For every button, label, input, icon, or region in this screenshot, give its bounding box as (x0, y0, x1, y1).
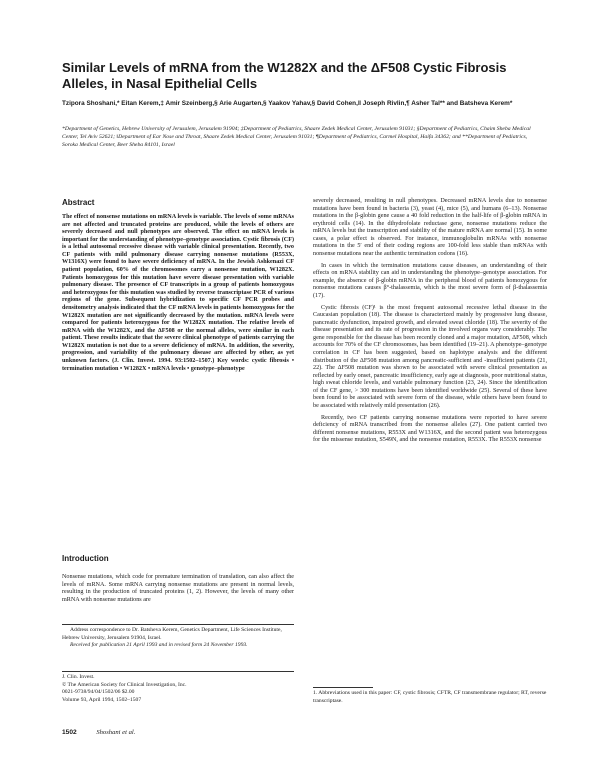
paragraph-cf-background: Cystic fibrosis (CF)¹ is the most frequent autosomal recessive lethal disease in the Caucasian population (18). The disease is characterized mainly by progressive lung disease, pancreatic dysfunction, impaired growth, and elevated sweat chloride (18). The severity of the disease presentation and its rate of progression in the involved organs vary considerably. The gene responsible for the disease has been recently cloned and a major mutation, ΔF508, which accounts for 70% of the CF chromosomes, has been identified (19–21). A phenotype–genotype correlation in CF has been suggested, based on haplotype analysis and the different distribution of the ΔF508 mutation among pancreatic-sufficient and -insufficient patients (21, 22). The ΔF508 mutation was shown to be associated with severe clinical presentation as reflected by early onset, pancreatic insufficiency, early age at diagnosis, poor nutritional status, high sweat chloride levels, and variable pulmonary function (23, 24). Since the identification of the CF gene, > 300 mutations have been identified worldwide (25). Several of these have been found to be associated with severe form of the disease, while others have been found to be associated with relatively mild presentation (26). (313, 304, 547, 410)
received-dates: Received for publication 21 April 1993 and in revised form 24 November 1993. (70, 642, 248, 649)
journal-name: J. Clin. Invest. (62, 674, 95, 680)
correspondence-address: Address correspondence to Dr. Batsheva Kerem, Genetics Department, Life Sciences Institute, Hebrew University, Jerusalem 91904, Israel. (62, 627, 282, 641)
journal-info (62, 674, 294, 704)
running-footer (62, 729, 135, 736)
abstract-block (62, 214, 294, 373)
article-title: Similar Levels of mRNA from the W1282X and the ΔF508 Cystic Fibrosis Alleles, in Nasal Epithelial Cells (62, 60, 507, 91)
journal-code: 0021-9738/94/04/1502/06 $2.00 (62, 689, 135, 696)
journal-rule (62, 671, 294, 672)
page-number: 1502 (62, 729, 77, 736)
correspondence-note (62, 627, 294, 650)
running-author: Shoshani et al. (96, 729, 136, 736)
affiliations: *Department of Genetics, Hebrew University of Jerusalem, Jerusalem 91904; ‡Department of Pediatrics, Shaare Zedek Medical Center, Jerusalem 91031; §Department of Pediatrics, Chaim Sheba Medical Center, Tel Aviv 52621; ‖Department of Ear Nose and Throat, Shaare Zedek Medical Center, Jerusalem 91031; ¶Department of Pediatrics, Carmel Hospital, Haifa 34362; and **Department of Pediatrics, Soroka Medical Center, Beer Sheba 84101, Israel (62, 126, 531, 149)
journal-copyright: © The American Society for Clinical Investigation, Inc. (62, 681, 187, 688)
author-list: Tzipora Shoshani,* Eitan Kerem,‡ Amir Szeinberg,§ Arie Augarten,§ Yaakov Yahav,§ David Cohen,‖ Joseph Rivlin,¶ Asher Tal** and Batsheva Kerem* (62, 100, 513, 107)
introduction-heading: Introduction (62, 554, 109, 563)
paragraph-continuation: severely decreased, resulting in null phenotypes. Decreased mRNA levels due to nonsense mutations have been found in bacteria (3), yeast (4), mice (5), and humans (6–13). Nonsense mutations in the β-globin gene cause a 40 fold reduction in the half-life of β-globin mRNA in erythroid cells (14). In the dihydrofolate reductase gene, nonsense mutations reduce the mRNA levels but the transcription and stability of the mature mRNA are normal (15). In some cases, a polar effect is observed. For instance, immunoglobulin mRNAs with nonsense mutations in the 5′ end of their coding regions are 100-fold less stable than mRNAs with nonsense mutations near the authentic termination codons (16). (313, 198, 547, 258)
abstract-heading: Abstract (62, 198, 95, 207)
introduction-text: Nonsense mutations, which code for premature termination of translation, can also affect the levels of mRNA. Some mRNA carrying nonsense mutations are present in normal levels, resulting in the production of truncated proteins (1, 2). However, the levels of many other mRNA with nonsense mutations are (62, 574, 294, 603)
right-column (313, 198, 547, 445)
abbreviation-footnote: 1. Abbreviations used in this paper: CF, cystic fibrosis; CFTR, CF transmembrane regulator; RT, reverse transcriptase. (313, 690, 547, 704)
introduction-block (62, 574, 294, 604)
abbreviation-rule (313, 687, 373, 688)
paragraph-termination: In cases in which the termination mutations cause diseases, an understanding of their effects on mRNA stability can aid in understanding the phenotype–genotype association. For example, the absence of β-globin mRNA in the peripheral blood of patients homozygous for nonsense mutations causes β°-thalassemia, which is the most severe form of β-thalassemia (17). (313, 262, 547, 299)
abstract-text: The effect of nonsense mutations on mRNA levels is variable. The levels of some mRNAs are not affected and truncated proteins are produced, while the levels of others are severely decreased and null phenotypes are observed. The effect on mRNA levels is important for the understanding of phenotype–genotype association. Cystic fibrosis (CF) is a lethal autosomal recessive disease with variable clinical presentation. Recently, two CF patients with mild pulmonary disease carrying nonsense mutations (R553X, W1316X) were found to have severe deficiency of mRNA. In the Jewish Ashkenazi CF patient population, 60% of the chromosomes carry a nonsense mutation, W1282X. Patients homozygous for this mutation have severe disease presentation with variable pulmonary disease. The presence of CF transcripts in a group of patients homozygous and heterozygous for this mutation was studied by reverse transcriptase PCR of various regions of the gene. Subsequent hybridization to specific CF PCR probes and densitometry analysis indicated that the CF mRNA levels in patients homozygous for the W1282X mutation are not significantly decreased by the mutation. mRNA levels were compared for patients heterozygous for the W1282X mutation. The relative levels of mRNA with the W1282X, and the ΔF508 or the normal alleles, were similar in each patient. These results indicate that the severe clinical phenotype of patients carrying the W1282X mutation is not due to a severe deficiency of mRNA. In addition, the severity, progression, and variability of the pulmonary disease are affected by other, as yet unknown factors. (J. Clin. Invest. 1994. 93:1502–1507.) Key words: cystic fibrosis • termination mutation • W1282X • mRNA levels • genotype–phenotype (62, 214, 294, 372)
paragraph-recent-reports: Recently, two CF patients carrying nonsense mutations were reported to have severe deficiency of mRNA transcribed from the nonsense alleles (27). One patient carried two different nonsense mutations, R553X and W1316X, and the second patient was heterozygous for the missense mutation, S549N, and the nonsense mutation, R553X. The R553X nonsense (313, 414, 547, 444)
footnote-rule (62, 624, 294, 625)
journal-volume: Volume 93, April 1994, 1502–1507 (62, 696, 142, 703)
